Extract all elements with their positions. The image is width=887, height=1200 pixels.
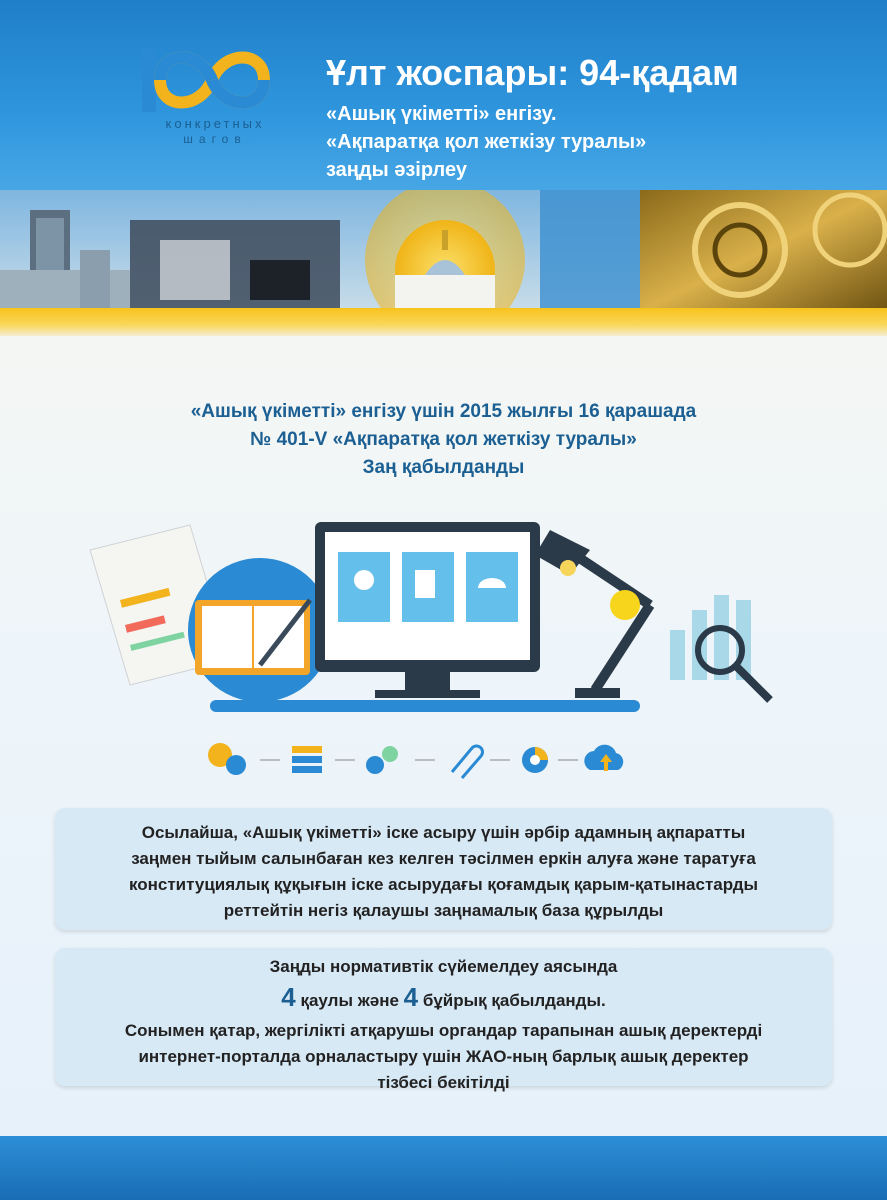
bar-chart-icon (670, 595, 770, 700)
logo-word-2: шагов (183, 132, 247, 146)
notebook-icon (188, 558, 332, 702)
subtitle-line: «Ашық үкіметті» енгізу. (326, 103, 557, 125)
intro-line: № 401-V «Ақпаратқа қол жеткізу туралы» (250, 429, 637, 450)
subtitle-line: заңды әзірлеу (326, 159, 467, 181)
golden-ornament (640, 190, 887, 312)
desk-lamp-icon (535, 530, 650, 698)
box2-line1: Заңды нормативтік сүйемелдеу аясында (269, 957, 618, 976)
yellow-stripe (0, 308, 887, 336)
box1-line: конституциялық құқығын іске асырудағы қоғамдық қарым-қатынастарды (128, 875, 759, 894)
subtitle-line: «Ақпаратқа қол жеткізу туралы» (326, 131, 647, 153)
pie-chart-icon (522, 747, 548, 773)
layers-icon (292, 746, 322, 773)
logo-100-steps (140, 40, 290, 150)
desk-surface (210, 700, 640, 712)
box2-line4: интернет-порталда орналастыру үшін ЖАО-ның барлық ашық деректер (138, 1047, 749, 1066)
box2-end-text: бұйрық қабылданды. (418, 991, 606, 1010)
logo-word-1: конкретных (165, 116, 265, 131)
icon-row (208, 743, 623, 778)
box2-line5: тізбесі бекітілді (377, 1073, 510, 1092)
header (0, 0, 887, 200)
info-box-constitutional-rights (55, 808, 832, 930)
footer-band (0, 1136, 887, 1200)
intro-text (60, 398, 827, 482)
box2-line3: Сонымен қатар, жергілікті атқарушы органдар тарапынан ашық деректерді (124, 1021, 763, 1040)
box1-line: Осылайша, «Ашық үкіметті» іске асыру үшін әрбір адамның ақпаратты (141, 823, 746, 842)
paperclip-icon (452, 746, 483, 778)
page-title: Ұлт жоспары: 94-қадам (326, 52, 739, 93)
box2-counts-line (55, 980, 832, 1018)
business-people (130, 220, 340, 312)
resolutions-count: 4 (281, 982, 296, 1012)
page-subtitle (326, 100, 866, 184)
monitor-icon (315, 522, 540, 698)
intro-line: «Ашық үкіметті» енгізу үшін 2015 жылғы 16 қарашада (190, 401, 697, 422)
box1-line: реттейтін негіз қалаушы заңнамалық база құрылды (223, 901, 664, 920)
orders-count: 4 (403, 982, 419, 1012)
box1-line: заңмен тыйым салынбаған кез келген тәсілмен еркін алуға және таратуға (131, 849, 756, 868)
sun-emblem (365, 190, 525, 312)
workspace-illustration (80, 510, 800, 790)
intro-line: Заң қабылданды (362, 457, 525, 478)
photo-banner (0, 190, 887, 312)
box2-mid-text: қаулы және (295, 991, 404, 1010)
info-box-regulations (55, 948, 832, 1092)
cloud-upload-icon (584, 745, 623, 771)
gears-icon (366, 746, 398, 774)
chat-icon (208, 743, 246, 775)
